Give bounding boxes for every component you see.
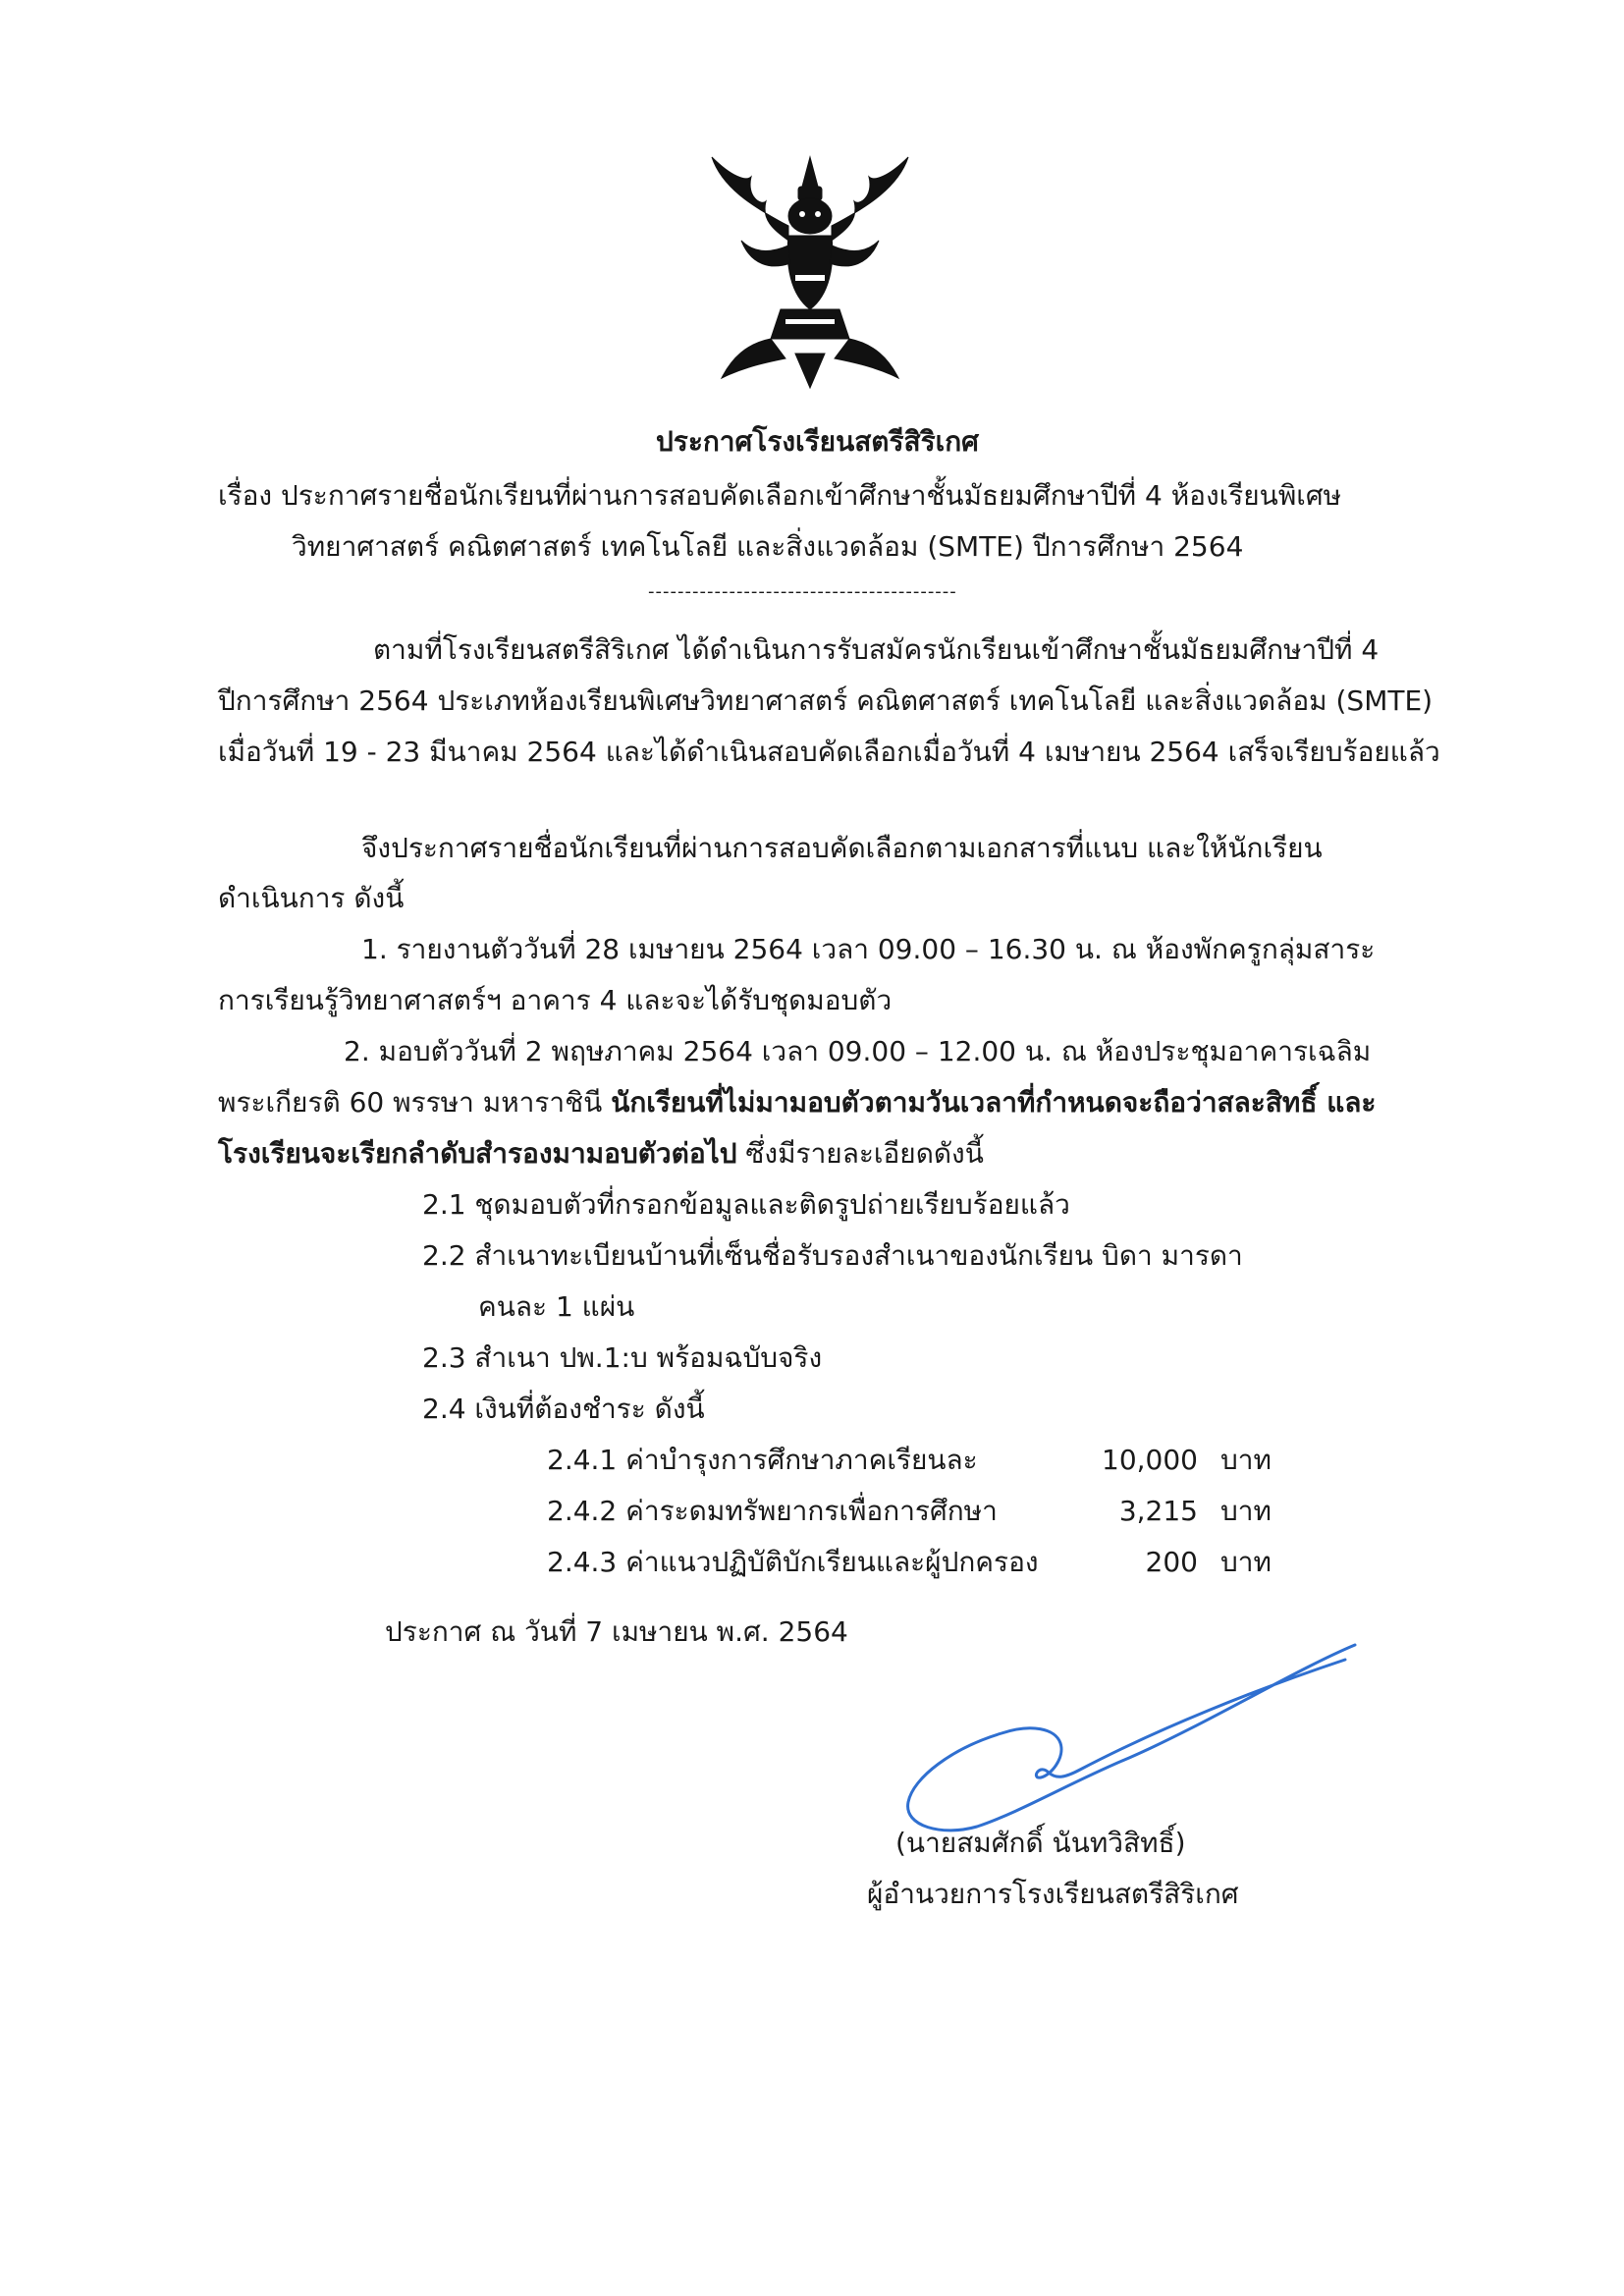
item2-reserve-text: โรงเรียนจะเรียกลำดับสำรองมามอบตัวต่อไป [218,1137,737,1170]
sub-item-2-2-line1: 2.2 สำเนาทะเบียนบ้านที่เซ็นชื่อรับรองสำเนาของนักเรียน บิดา มารดา [422,1239,1243,1272]
fee-row-unit: บาท [1220,1495,1272,1527]
sub-item-2-3: 2.3 สำเนา ปพ.1:บ พร้อมฉบับจริง [422,1341,823,1374]
fee-row-amount: 3,215 [1118,1495,1198,1527]
fee-row-amount: 200 [1145,1546,1198,1578]
signer-name: (นายสมศักดิ์ นันทวิสิทธิ์) [895,1827,1186,1859]
item2-line2-text: พระเกียรติ 60 พรรษา มหาราชินี [218,1086,612,1119]
para1-line3: เมื่อวันที่ 19 - 23 มีนาคม 2564 และได้ดำเนินสอบคัดเลือกเมื่อวันที่ 4 เมษายน 2564 เสร็จเรียบร้อยแล้ว [218,736,1440,768]
fee-row-amount: 10,000 [1102,1444,1198,1476]
fee-row-label: 2.4.1 ค่าบำรุงการศึกษาภาคเรียนละ [547,1444,978,1476]
item2-line1: 2. มอบตัววันที่ 2 พฤษภาคม 2564 เวลา 09.00 – 12.00 น. ณ ห้องประชุมอาคารเฉลิม [344,1035,1372,1067]
fee-row-label: 2.4.3 ค่าแนวปฏิบัติบักเรียนและผู้ปกครอง [547,1546,1039,1578]
para2-line2: ดำเนินการ ดังนี้ [218,882,405,914]
garuda-emblem-icon [692,147,928,393]
signature-icon [884,1630,1375,1846]
sub-item-2-1: 2.1 ชุดมอบตัวที่กรอกข้อมูลและติดรูปถ่ายเรียบร้อยแล้ว [422,1188,1070,1221]
document-title: ประกาศโรงเรียนสตรีสิริเกศ [656,425,979,458]
para1-line1: ตามที่โรงเรียนสตรีสิริเกศ ได้ดำเนินการรับสมัครนักเรียนเข้าศึกษาชั้นมัธยมศึกษาปีที่ 4 [373,633,1380,666]
item2-details-text: ซึ่งมีรายละเอียดดังนี้ [736,1137,984,1170]
subject-line-1: เรื่อง ประกาศรายชื่อนักเรียนที่ผ่านการสอบคัดเลือกเข้าศึกษาชั้นมัธยมศึกษาปีที่ 4 ห้องเรียนพิเศษ [218,479,1342,512]
sub-item-2-4: 2.4 เงินที่ต้องชำระ ดังนี้ [422,1393,705,1425]
para1-line2: ปีการศึกษา 2564 ประเภทห้องเรียนพิเศษวิทยาศาสตร์ คณิตศาสตร์ เทคโนโลยี และสิ่งแวดล้อม (SMTE) [218,684,1434,717]
sub-item-2-2-line2: คนละ 1 แผ่น [478,1290,635,1323]
item2-line3 [218,1137,984,1171]
item2-line2 [218,1086,1376,1120]
fee-row-label: 2.4.2 ค่าระดมทรัพยากรเพื่อการศึกษา [547,1495,998,1527]
fee-row-unit: บาท [1220,1546,1272,1578]
subject-line-2: วิทยาศาสตร์ คณิตศาสตร์ เทคโนโลยี และสิ่งแวดล้อม (SMTE) ปีการศึกษา 2564 [292,530,1244,563]
para2-line1: จึงประกาศรายชื่อนักเรียนที่ผ่านการสอบคัดเลือกตามเอกสารที่แนบ และให้นักเรียน [361,832,1323,864]
item1-line1: 1. รายงานตัววันที่ 28 เมษายน 2564 เวลา 09.00 – 16.30 น. ณ ห้องพักครูกลุ่มสาระ [361,933,1376,965]
announcement-date: ประกาศ ณ วันที่ 7 เมษายน พ.ศ. 2564 [385,1615,848,1648]
item2-warning-text: นักเรียนที่ไม่มามอบตัวตามวันเวลาที่กำหนดจะถือว่าสละสิทธิ์ และ [611,1086,1377,1119]
header-divider: ------------------------------------------ [648,581,957,602]
item1-line2: การเรียนรู้วิทยาศาสตร์ฯ อาคาร 4 และจะได้รับชุดมอบตัว [218,984,893,1016]
fee-row-unit: บาท [1220,1444,1272,1476]
signer-position: ผู้อำนวยการโรงเรียนสตรีสิริเกศ [867,1878,1239,1910]
